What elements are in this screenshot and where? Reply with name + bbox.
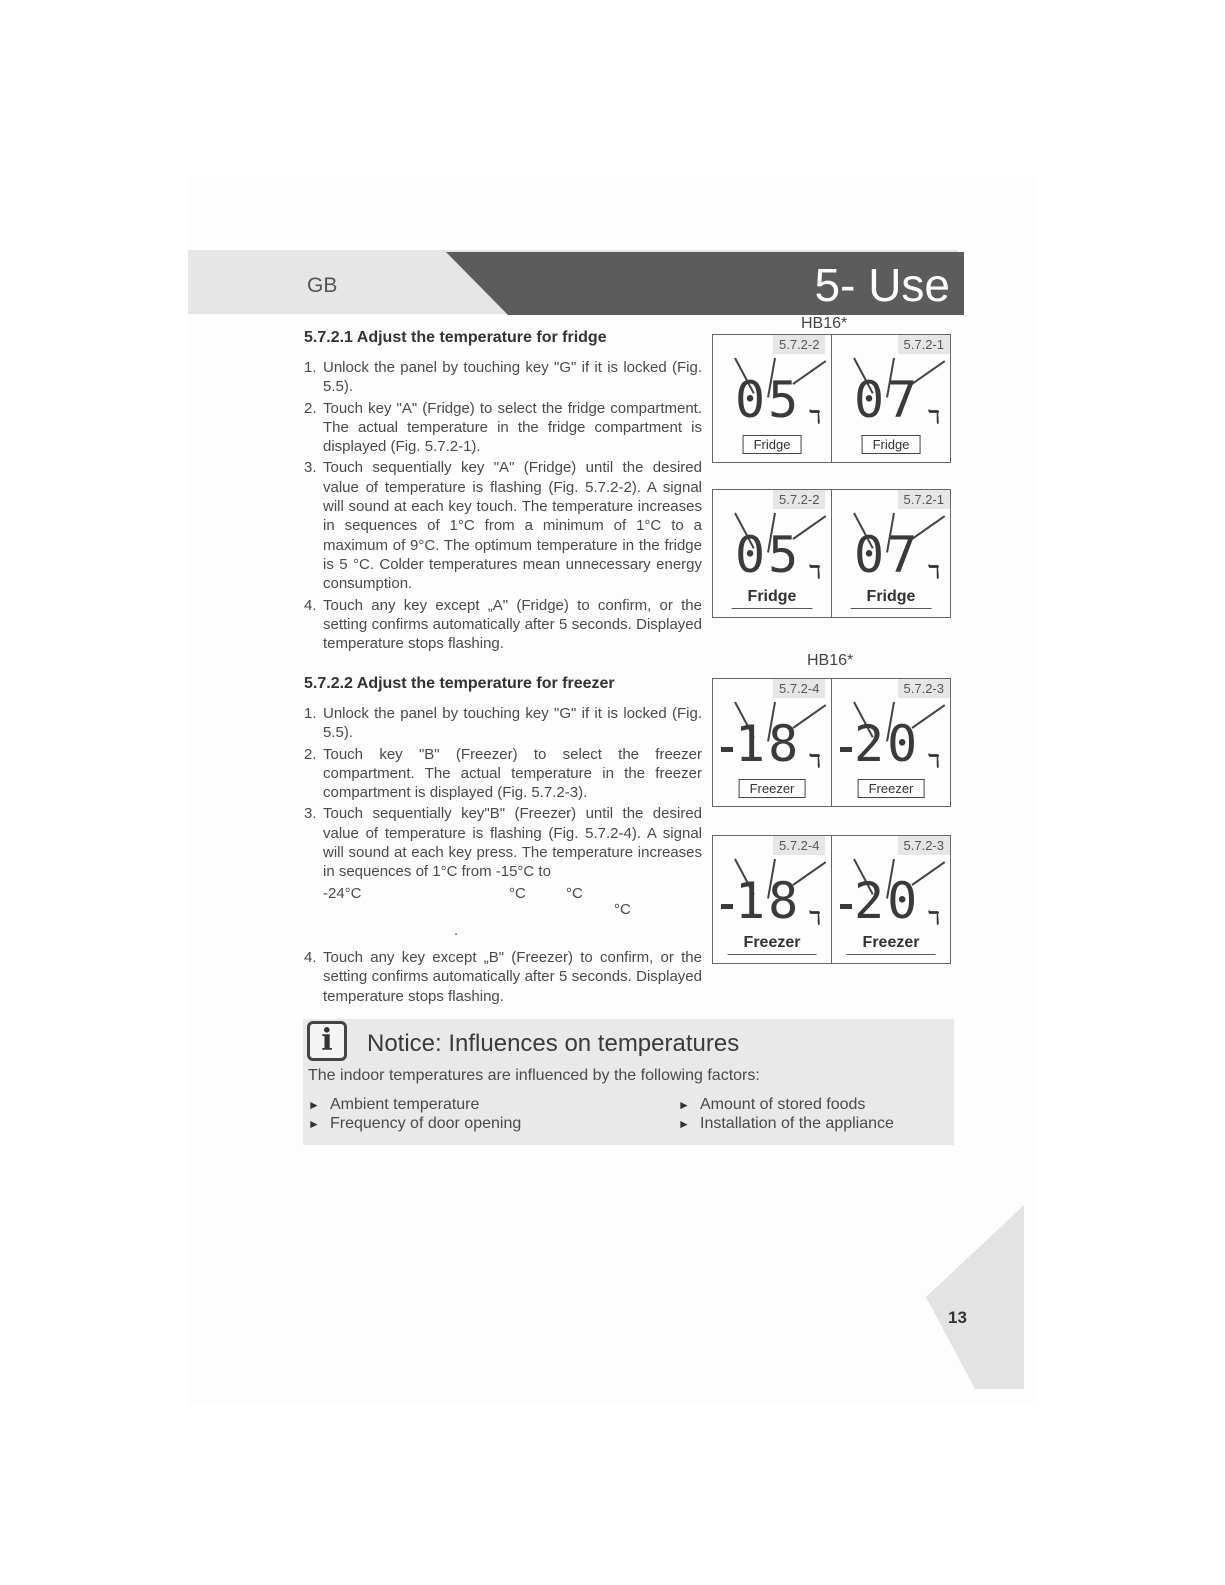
factor-item xyxy=(308,1096,479,1114)
factor-text: Amount of stored foods xyxy=(700,1096,866,1113)
step-text: Touch sequentially key"B" (Freezer) until the desired value of temperature is flashing (Fig. 5.7.2-4). A signal will sound at each key press. The temperature increases in sequences of 1°C from -15°C to xyxy=(323,805,702,881)
freezer-step3-tail: -24°C xyxy=(323,885,362,902)
temperature-digits: 20 xyxy=(854,872,921,930)
arrow-icon: ► xyxy=(678,1098,690,1112)
temperature-digits: 18 xyxy=(735,872,802,930)
compartment-label: Fridge xyxy=(743,435,802,454)
compartment-label: Fridge xyxy=(851,588,932,609)
display-panel xyxy=(831,334,951,463)
temperature-digits: 07 xyxy=(854,526,921,584)
display-panel xyxy=(712,334,832,463)
arrow-icon: ► xyxy=(678,1117,690,1131)
fridge-section-title: 5.7.2.1 Adjust the temperature for fridge xyxy=(304,329,607,346)
factor-text: Frequency of door opening xyxy=(330,1115,522,1132)
thermometer-icon: ℸ xyxy=(809,908,821,928)
figure-tag: 5.7.2-3 xyxy=(898,836,950,855)
compartment-label: Freezer xyxy=(847,934,936,955)
freezer-step-4 xyxy=(304,948,702,1006)
factor-text: Ambient temperature xyxy=(330,1096,480,1113)
temperature-digits: 20 xyxy=(854,715,921,773)
temperature-digits: 18 xyxy=(735,715,802,773)
model-label: HB16* xyxy=(801,315,848,332)
temperature-digits: 05 xyxy=(735,371,802,429)
figure-tag: 5.7.2-3 xyxy=(898,679,950,698)
thermometer-icon: ℸ xyxy=(928,562,940,582)
display-panel xyxy=(831,835,951,964)
factor-item xyxy=(678,1115,894,1133)
display-panel xyxy=(831,489,951,618)
residue-unit: °C xyxy=(566,885,583,902)
step-number: 1. xyxy=(304,705,317,722)
step-text: Touch any key except „B" (Freezer) to confirm, or the setting confirms automatically after 5 seconds. Displayed temperature stops flashing. xyxy=(323,949,702,1005)
thermometer-icon: ℸ xyxy=(928,407,940,427)
fridge-step-2 xyxy=(304,399,702,457)
freezer-step-1 xyxy=(304,704,702,743)
step-number: 1. xyxy=(304,359,317,376)
page-number: 13 xyxy=(948,1308,967,1327)
minus-sign xyxy=(721,904,733,909)
step-text: Touch key "B" (Freezer) to select the freezer compartment. The actual temperature in the freezer compartment is displayed (Fig. 5.7.2-3). xyxy=(323,745,702,802)
figure-tag: 5.7.2-2 xyxy=(773,335,825,354)
factor-text: Installation of the appliance xyxy=(700,1115,894,1132)
minus-sign xyxy=(840,904,852,909)
residue-unit: °C xyxy=(614,901,631,918)
fridge-step-1 xyxy=(304,358,702,397)
freezer-section-title: 5.7.2.2 Adjust the temperature for freezer xyxy=(304,675,615,692)
minus-sign xyxy=(721,747,733,752)
freezer-step-2 xyxy=(304,745,702,803)
language-code: GB xyxy=(307,274,338,297)
compartment-label: Freezer xyxy=(739,779,806,798)
chapter-title: 5- Use xyxy=(814,259,950,311)
figure-tag: 5.7.2-2 xyxy=(773,490,825,509)
step-number: 4. xyxy=(304,596,317,614)
arrow-icon: ► xyxy=(308,1098,320,1112)
fridge-steps xyxy=(304,358,702,655)
notice-intro: The indoor temperatures are influenced by the following factors: xyxy=(308,1067,760,1084)
step-text: Unlock the panel by touching key "G" if it is locked (Fig. 5.5). xyxy=(323,359,702,396)
step-number: 2. xyxy=(304,399,317,417)
temperature-digits: 05 xyxy=(735,526,802,584)
step-text: Unlock the panel by touching key "G" if it is locked (Fig. 5.5). xyxy=(323,705,702,742)
compartment-label: Freezer xyxy=(858,779,925,798)
freezer-step-3 xyxy=(304,804,702,881)
thermometer-icon: ℸ xyxy=(809,751,821,771)
step-number: 3. xyxy=(304,805,317,823)
residue-unit: °C xyxy=(509,885,526,902)
figure-tag: 5.7.2-4 xyxy=(773,679,825,698)
thermometer-icon: ℸ xyxy=(928,908,940,928)
display-panel xyxy=(712,835,832,964)
arrow-icon: ► xyxy=(308,1117,320,1131)
model-label: HB16* xyxy=(807,652,854,669)
thermometer-icon: ℸ xyxy=(809,407,821,427)
step-number: 3. xyxy=(304,459,317,477)
display-panel xyxy=(831,678,951,807)
compartment-label: Freezer xyxy=(728,934,817,955)
step-number: 2. xyxy=(304,745,317,763)
display-panel xyxy=(712,678,832,807)
factor-item xyxy=(678,1096,865,1114)
thermometer-icon: ℸ xyxy=(928,751,940,771)
freezer-steps-end xyxy=(304,948,702,1008)
thermometer-icon: ℸ xyxy=(809,562,821,582)
step-text: Touch key "A" (Fridge) to select the fridge compartment. The actual temperature in the fridge compartment is displayed (Fig. 5.7.2-1). xyxy=(323,399,702,456)
notice-title: Notice: Influences on temperatures xyxy=(367,1030,740,1057)
step-text: Touch any key except „A" (Fridge) to confirm, or the setting confirms automatically after 5 seconds. Displayed temperature stops flashing. xyxy=(323,596,702,653)
fridge-step-3 xyxy=(304,458,702,593)
compartment-label: Fridge xyxy=(862,435,921,454)
figure-tag: 5.7.2-4 xyxy=(773,836,825,855)
step-number: 4. xyxy=(304,949,317,966)
freezer-steps xyxy=(304,704,702,884)
residue-dot: . xyxy=(454,922,459,939)
fridge-step-4 xyxy=(304,596,702,654)
temperature-digits: 07 xyxy=(854,371,921,429)
step-text: Touch sequentially key "A" (Fridge) until the desired value of temperature is flashing (Fig. 5.7.2-2). A signal will sound at each key touch. The temperature increases in sequences of 1°C from a minimum of 1°C to a maximum of 9°C. The optimum temperature in the fridge is 5 °C. Colder temperatures mean unnecessary energy consumption. xyxy=(323,459,702,593)
display-panel xyxy=(712,489,832,618)
figure-tag: 5.7.2-1 xyxy=(898,335,950,354)
figure-tag: 5.7.2-1 xyxy=(898,490,950,509)
minus-sign xyxy=(840,747,852,752)
info-icon: i xyxy=(307,1021,347,1061)
compartment-label: Fridge xyxy=(732,588,813,609)
factor-item xyxy=(308,1115,521,1133)
